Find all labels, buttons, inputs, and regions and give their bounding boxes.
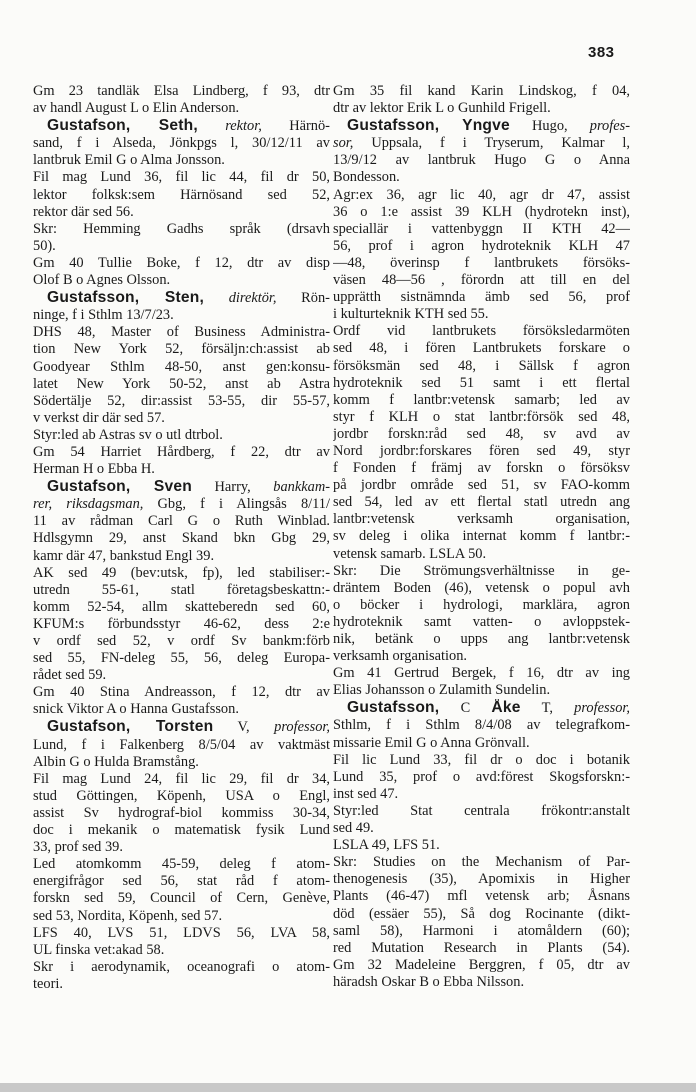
line-text: Fil mag Lund 24, fil lic 29, fil dr 34, bbox=[33, 770, 330, 787]
text-line bbox=[33, 976, 330, 993]
text-line bbox=[33, 616, 330, 633]
entry-name: Gustafson, Torsten bbox=[47, 718, 214, 736]
text-line bbox=[33, 839, 330, 856]
entry-title: rektor, bbox=[225, 118, 262, 135]
line-text: död (essäer 55), Så dog Rocinante (dikt- bbox=[333, 905, 630, 922]
line-text: rådet sed 59. bbox=[33, 667, 107, 684]
text-line bbox=[333, 580, 630, 597]
text-line bbox=[33, 272, 330, 289]
line-text: Gm 23 tandläk Elsa Lindberg, f 93, dtr bbox=[33, 83, 330, 99]
text-line bbox=[333, 117, 630, 135]
page-number: 383 bbox=[588, 44, 615, 61]
line-text: jordbr forskn:råd sed 48, sv avd av bbox=[333, 425, 630, 442]
line-text: Lund 35, prof o avd:förest Skogsforskn:- bbox=[333, 768, 630, 785]
line-text: 56, prof i agron hydroteknik KLH 47 bbox=[333, 237, 630, 254]
right-column bbox=[333, 83, 630, 991]
line-text: styr f KLH o stat lantbr:försök sed 48, bbox=[333, 408, 630, 425]
text-line bbox=[333, 289, 630, 306]
line-text: Bondesson. bbox=[333, 169, 400, 186]
line-text: inst sed 47. bbox=[333, 785, 399, 802]
line-text: Herman H o Ebba H. bbox=[33, 461, 155, 478]
line-text: Hdlsgymn 29, anst Skand bkn Gbg 29, bbox=[33, 530, 330, 547]
line-text: ninge, f i Sthlm 13/7/23. bbox=[33, 307, 174, 324]
line-text: häradsh Oskar B o Ebba Nilsson. bbox=[333, 973, 525, 990]
entry-name: Gustafson, Sven bbox=[47, 478, 192, 496]
text-line bbox=[333, 494, 630, 511]
line-text: LSLA 49, LFS 51. bbox=[333, 837, 440, 854]
text-line bbox=[33, 444, 330, 461]
line-text: 13/9/12 av lantbruk Hugo G o Anna bbox=[333, 152, 630, 169]
text-line bbox=[333, 83, 630, 100]
text-line bbox=[333, 221, 630, 238]
entry-name: Gustafsson, Yngve bbox=[347, 117, 510, 135]
line-text: försöksmän sed 48, i Sällsk f agron bbox=[333, 357, 630, 374]
line-text: Gm 32 Madeleine Berggren, f 05, dtr av bbox=[333, 956, 630, 973]
text-line bbox=[33, 582, 330, 599]
text-line bbox=[33, 324, 330, 341]
line-text: hydroteknik sed 51 samt i ett flertal bbox=[333, 374, 630, 391]
entry-title: professor, bbox=[274, 719, 330, 736]
line-text: o böcker i hydrologi, marklära, agron bbox=[333, 596, 630, 613]
text-line bbox=[333, 426, 630, 443]
text-line bbox=[333, 752, 630, 769]
entry-title: sor, bbox=[333, 135, 354, 152]
text-line bbox=[333, 528, 630, 545]
text-line bbox=[33, 788, 330, 805]
text-line bbox=[33, 152, 330, 169]
line-text: Södertälje 52, dir:assist 53-55, dir 55-57, bbox=[33, 392, 330, 409]
line-text: saml 58), Harmoni i atomåldern (60); bbox=[333, 922, 630, 939]
line-text: Nord jordbr:forskares fören sed 49, styr bbox=[333, 442, 630, 459]
left-column bbox=[33, 83, 330, 993]
text-line bbox=[33, 135, 330, 152]
text-line bbox=[33, 701, 330, 718]
text-line bbox=[33, 530, 330, 547]
text-line bbox=[33, 83, 330, 100]
line-text: latet New York 50-52, anst ab Astra bbox=[33, 375, 330, 392]
text-line bbox=[333, 735, 630, 752]
line-text: sed 49. bbox=[333, 820, 374, 837]
text-line bbox=[33, 754, 330, 771]
text-line bbox=[333, 769, 630, 786]
entry-title: bankkam- bbox=[273, 479, 330, 496]
line-text: rektor där sed 56. bbox=[33, 203, 134, 220]
text-line bbox=[33, 771, 330, 788]
line-text: missarie Emil G o Anna Grönvall. bbox=[333, 734, 530, 751]
line-text: lektor folksk:sem Härnösand sed 52, bbox=[33, 186, 330, 203]
line-text: DHS 48, Master of Business Administra- bbox=[33, 324, 330, 341]
line-text: v verkst dir där sed 57. bbox=[33, 409, 165, 426]
text-line bbox=[33, 650, 330, 667]
text-line bbox=[33, 427, 330, 444]
text-line bbox=[333, 597, 630, 614]
text-line bbox=[333, 699, 630, 717]
line-text: sv deleg i olika internat komm f lantbr:- bbox=[333, 528, 630, 545]
text-line bbox=[33, 633, 330, 650]
text-line bbox=[33, 737, 330, 754]
text-line bbox=[333, 272, 630, 289]
line-text: Skr: Studies on the Mechanism of Par- bbox=[333, 854, 630, 871]
line-text: sand, f i Alseda, Jönkpgs l, 30/12/11 av bbox=[33, 135, 330, 152]
text-line bbox=[33, 959, 330, 976]
line-text: teori. bbox=[33, 975, 63, 992]
text-line bbox=[333, 511, 630, 528]
text-line bbox=[33, 117, 330, 135]
text-line bbox=[333, 169, 630, 186]
line-text: i kulturteknik KTH sed 55. bbox=[333, 306, 489, 323]
text-line bbox=[333, 648, 630, 665]
line-text: forskn sed 59, Council of Cern, Genève, bbox=[33, 890, 330, 907]
text-line bbox=[33, 890, 330, 907]
entry-name: Gustafsson, Sten, bbox=[47, 289, 205, 307]
text-line bbox=[33, 461, 330, 478]
text-line bbox=[333, 837, 630, 854]
line-text: 11 av rådman Carl G o Ruth Winblad. bbox=[33, 513, 330, 530]
line-text: hydroteknik samt vatten- o avloppstek- bbox=[333, 613, 630, 630]
entry-title: direktör, bbox=[228, 290, 277, 307]
line-text: KFUM:s förbundsstyr 46-62, dess 2:e bbox=[33, 615, 330, 632]
text-line bbox=[33, 478, 330, 496]
line-text: doc i mekanik o matematisk fysik Lund bbox=[33, 822, 330, 839]
entry-name: Åke bbox=[491, 699, 521, 717]
text-line bbox=[33, 496, 330, 513]
line-text: sed 53, Nordita, Köpenh, sed 57. bbox=[33, 907, 223, 924]
text-line bbox=[333, 323, 630, 340]
scan-edge bbox=[0, 1083, 696, 1092]
text-line bbox=[33, 100, 330, 117]
text-line bbox=[333, 255, 630, 272]
text-line bbox=[33, 341, 330, 358]
text-line bbox=[333, 460, 630, 477]
text-line bbox=[33, 873, 330, 890]
line-text: 36 o 1:e assist 39 KLH (hydrotekn inst), bbox=[333, 203, 630, 220]
line-text: Hugo, bbox=[509, 118, 590, 135]
text-line bbox=[33, 548, 330, 565]
text-line bbox=[33, 204, 330, 221]
text-line bbox=[333, 152, 630, 169]
line-text: utredn 55-61, statl företagsbeskattn:- bbox=[33, 581, 330, 598]
text-line bbox=[333, 238, 630, 255]
line-text: Gm 54 Harriet Hårdberg, f 22, dtr av bbox=[33, 443, 330, 460]
text-line bbox=[333, 803, 630, 820]
text-line bbox=[333, 854, 630, 871]
line-text: AK sed 49 (bev:utsk, fp), led stabiliser:- bbox=[33, 564, 330, 581]
text-line bbox=[33, 822, 330, 839]
line-text: stud Göttingen, Köpenh, USA o Engl, bbox=[33, 787, 330, 804]
text-line bbox=[333, 631, 630, 648]
entry-title: profes- bbox=[589, 118, 630, 135]
line-text: Gm 40 Stina Andreasson, f 12, dtr av bbox=[33, 684, 330, 701]
line-text: komm 52-54, allm skatteberedn sed 60, bbox=[33, 598, 330, 615]
line-text: 33, prof sed 39. bbox=[33, 839, 123, 856]
line-text: Uppsala, f i Tryserum, Kalmar l, bbox=[353, 135, 630, 152]
line-text: f Fonden f främj av forskn o försöksv bbox=[333, 460, 630, 477]
line-text: Fil mag Lund 36, fil lic 44, fil dr 50, bbox=[33, 169, 330, 186]
line-text: Goodyear Sthlm 48-50, anst gen:konsu- bbox=[33, 358, 330, 375]
line-text: verksamh organisation. bbox=[333, 648, 468, 665]
text-line bbox=[33, 289, 330, 307]
text-line bbox=[33, 393, 330, 410]
line-text: UL finska vet:akad 58. bbox=[33, 941, 165, 958]
line-text: Led atomkomm 45-59, deleg f atom- bbox=[33, 856, 330, 873]
text-line bbox=[333, 563, 630, 580]
text-line bbox=[33, 805, 330, 822]
line-text: Sthlm, f i Sthlm 8/4/08 av telegrafkom- bbox=[333, 717, 630, 734]
text-line bbox=[33, 942, 330, 959]
line-text: 50). bbox=[33, 237, 56, 254]
line-text: red Mutation Research in Plants (54). bbox=[333, 939, 630, 956]
text-line bbox=[33, 359, 330, 376]
line-text: Gm 40 Tullie Boke, f 12, dtr av disp bbox=[33, 254, 330, 271]
line-text: Gm 41 Gertrud Bergek, f 16, dtr av ing bbox=[333, 665, 630, 682]
text-line bbox=[333, 187, 630, 204]
text-line bbox=[333, 340, 630, 357]
line-text: T, bbox=[520, 700, 575, 717]
text-line bbox=[33, 925, 330, 942]
line-text: kamr där 47, bankstud Engl 39. bbox=[33, 547, 215, 564]
line-text: Skr: Die Strömungsverhältnisse in ge- bbox=[333, 562, 630, 579]
text-line bbox=[33, 238, 330, 255]
text-line bbox=[333, 614, 630, 631]
text-line bbox=[333, 135, 630, 152]
line-text: Styr:led ab Astras sv o utl dtrbol. bbox=[33, 426, 223, 443]
line-text: Gbg, f i Alingsås 8/11/ bbox=[143, 496, 330, 513]
line-text: snick Viktor A o Hanna Gustafsson. bbox=[33, 701, 239, 718]
line-text bbox=[198, 118, 225, 134]
line-text: dräntem Boden (46), vetensk o popul avh bbox=[333, 579, 630, 596]
line-text: dtr av lektor Erik L o Gunhild Frigell. bbox=[333, 100, 551, 117]
line-text: Rön- bbox=[276, 290, 330, 307]
text-line bbox=[333, 888, 630, 905]
text-line bbox=[333, 477, 630, 494]
entry-title: professor, bbox=[574, 700, 630, 717]
line-text: sed 55, FN-deleg 55, 56, deleg Europa- bbox=[33, 650, 330, 667]
line-text: på jordbr område sed 51, sv FAO-komm bbox=[333, 477, 630, 494]
text-line bbox=[333, 820, 630, 837]
text-line bbox=[33, 718, 330, 736]
line-text: vetensk samarb. LSLA 50. bbox=[333, 545, 487, 562]
text-line bbox=[333, 409, 630, 426]
text-line bbox=[333, 665, 630, 682]
text-line bbox=[333, 786, 630, 803]
line-text: av handl August L o Elin Anderson. bbox=[33, 100, 240, 117]
text-line bbox=[333, 717, 630, 734]
line-text: Olof B o Agnes Olsson. bbox=[33, 272, 171, 289]
line-text: Gm 35 fil kand Karin Lindskog, f 04, bbox=[333, 83, 630, 99]
text-line bbox=[333, 375, 630, 392]
entry-title: rer, riksdagsman, bbox=[33, 496, 144, 513]
text-line bbox=[333, 682, 630, 699]
line-text: speciallär i vattenbyggn II KTH 42— bbox=[333, 220, 630, 237]
text-line bbox=[333, 923, 630, 940]
text-line bbox=[333, 306, 630, 323]
line-text: Styr:led Stat centrala frökontr:anstalt bbox=[333, 802, 630, 819]
text-line bbox=[333, 546, 630, 563]
line-text: LFS 40, LVS 51, LDVS 56, LVA 58, bbox=[33, 924, 330, 941]
text-line bbox=[33, 255, 330, 272]
line-text: C bbox=[439, 700, 492, 717]
text-line bbox=[33, 565, 330, 582]
line-text: lantbr:vetensk verksamh organisation, bbox=[333, 511, 630, 528]
text-line bbox=[33, 169, 330, 186]
line-text: Plants (46-47) mfl vetensk arb; Åsnans bbox=[333, 888, 630, 905]
text-line bbox=[33, 221, 330, 238]
line-text: Albin G o Hulda Bramstång. bbox=[33, 753, 199, 770]
line-text: —48, överinsp f lantbrukets försöks- bbox=[333, 254, 630, 271]
text-line bbox=[333, 443, 630, 460]
text-line bbox=[33, 187, 330, 204]
line-text: lantbruk Emil G o Alma Jonsson. bbox=[33, 152, 225, 169]
text-line bbox=[33, 307, 330, 324]
text-line bbox=[333, 204, 630, 221]
line-text: v ordf sed 52, v ordf Sv bankm:förb bbox=[33, 633, 330, 649]
line-text: komm f lantbr:vetensk samarb; led av bbox=[333, 391, 630, 408]
line-text bbox=[204, 290, 229, 306]
text-line bbox=[33, 856, 330, 873]
text-line bbox=[33, 667, 330, 684]
text-line bbox=[33, 410, 330, 427]
entry-name: Gustafsson, bbox=[347, 699, 440, 717]
text-line bbox=[333, 974, 630, 991]
text-line bbox=[33, 599, 330, 616]
line-text: Skr i aerodynamik, oceanografi o atom- bbox=[33, 958, 330, 975]
line-text: thenogenesis (35), Apomixis in Higher bbox=[333, 871, 630, 888]
text-line bbox=[333, 100, 630, 117]
line-text: nik, betänk o upps ang lantbr:vetensk bbox=[333, 631, 630, 647]
line-text: sed 54, led av ett flertal statl utredn ang bbox=[333, 494, 630, 511]
line-text: Skr: Hemming Gadhs språk (drsavh bbox=[33, 220, 330, 237]
line-text: assist Sv hydrograf-biol kommiss 30-34, bbox=[33, 804, 330, 821]
text-line bbox=[333, 906, 630, 923]
text-line bbox=[333, 871, 630, 888]
line-text: Härnö- bbox=[261, 118, 330, 135]
line-text: väsen 48—56 , förordn att till en del bbox=[333, 272, 630, 289]
entry-name: Gustafson, Seth, bbox=[47, 117, 198, 135]
text-line bbox=[33, 908, 330, 925]
line-text: energifrågor sed 56, stat råd f atom- bbox=[33, 873, 330, 890]
line-text: Lund, f i Falkenberg 8/5/04 av vaktmäst bbox=[33, 736, 330, 753]
text-line bbox=[333, 940, 630, 957]
text-line bbox=[333, 957, 630, 974]
line-text: Agr:ex 36, agr lic 40, agr dr 47, assist bbox=[333, 186, 630, 203]
line-text: V, bbox=[213, 719, 275, 736]
text-line bbox=[33, 513, 330, 530]
line-text: Ordf vid lantbrukets försöksledarmöten bbox=[333, 323, 630, 340]
text-line bbox=[333, 392, 630, 409]
line-text: sed 48, i fören Lantbrukets forskare o bbox=[333, 340, 630, 357]
line-text: Elias Johansson o Zulamith Sundelin. bbox=[333, 682, 551, 699]
line-text: Fil lic Lund 33, fil dr o doc i botanik bbox=[333, 751, 630, 768]
line-text: upprätth sistnämnda ämb sed 56, prof bbox=[333, 289, 630, 306]
text-line bbox=[33, 684, 330, 701]
text-line bbox=[333, 358, 630, 375]
line-text: tion New York 52, försäljn:ch:assist ab bbox=[33, 341, 330, 358]
line-text: Harry, bbox=[191, 479, 274, 496]
text-line bbox=[33, 376, 330, 393]
